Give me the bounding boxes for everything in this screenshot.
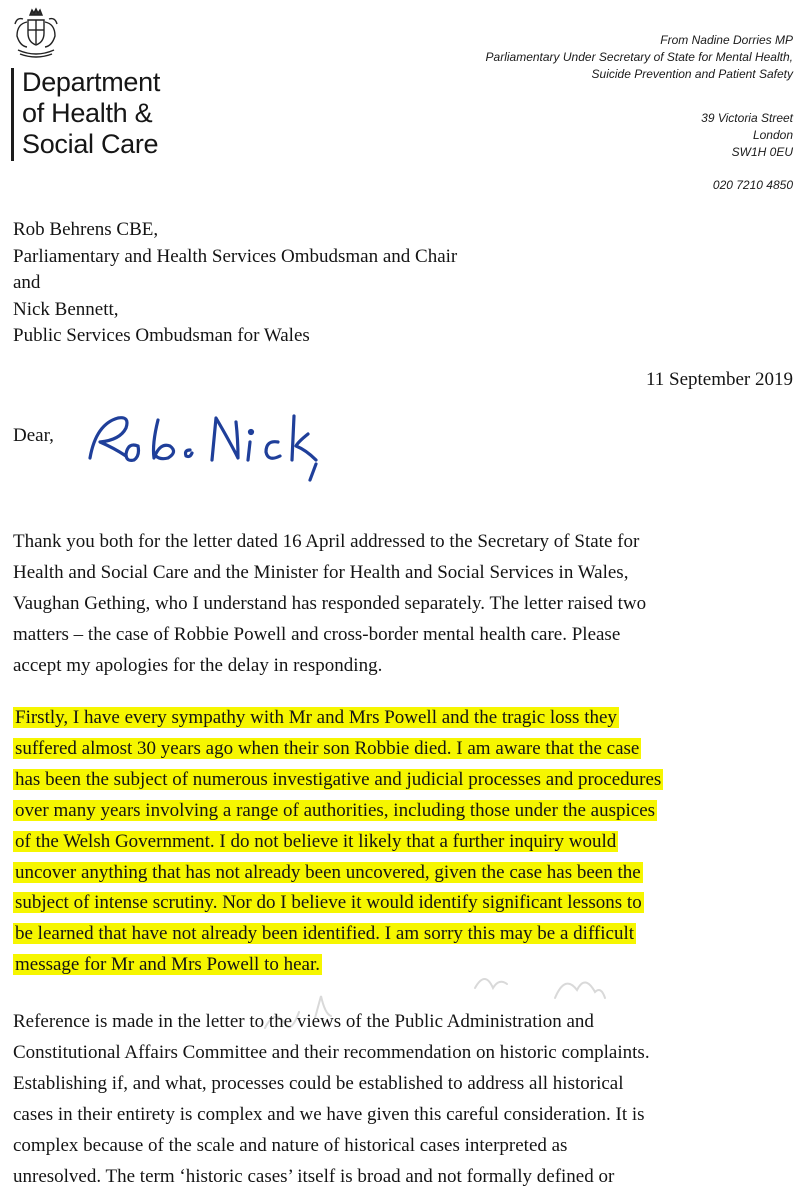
department-line-1: Department [22, 67, 161, 97]
highlighted-line: Firstly, I have every sympathy with Mr and Mrs Powell and the tragic loss they [15, 707, 617, 728]
sender-address-block [701, 110, 793, 161]
paragraph-line: complex because of the scale and nature of historical cases interpreted as [13, 1134, 568, 1156]
highlighted-line: message for Mr and Mrs Powell to hear. [15, 954, 320, 976]
sender-phone [713, 177, 793, 194]
paragraph-line: Vaughan Gething, who I understand has responded separately. The letter raised two [13, 592, 647, 614]
recipient-line: Parliamentary and Health Services Ombudsman and Chair [13, 245, 458, 267]
highlighted-line: uncover anything that has not already been uncovered, given the case has been the [15, 861, 641, 883]
highlighted-line: subject of intense scrutiny. Nor do I believe it would identify significant lessons to [15, 892, 642, 914]
handwritten-names-signature [72, 398, 402, 498]
salutation: Dear, [13, 425, 54, 446]
letter-date: 11 September 2019 [645, 369, 793, 390]
body-paragraph-2-highlighted [13, 703, 803, 981]
highlighted-line: over many years involving a range of authorities, including those under the auspices [15, 799, 656, 821]
address-city: London [752, 128, 793, 142]
paragraph-line: matters – the case of Robbie Powell and cross-border mental health care. Please [13, 623, 621, 645]
paragraph-line: Thank you both for the letter dated 16 April addressed to the Secretary of State for [13, 531, 640, 552]
sender-from-block [486, 32, 793, 83]
highlighted-line: of the Welsh Government. I do not believe it likely that a further inquiry would [15, 830, 617, 852]
recipient-line: and [13, 272, 41, 293]
recipient-block [13, 217, 457, 350]
sender-title-line-2: Suicide Prevention and Patient Safety [591, 67, 793, 81]
phone-number: 020 7210 4850 [712, 178, 793, 192]
paragraph-line: Establishing if, and what, processes could be established to address all historical [13, 1072, 624, 1094]
department-line-3: Social Care [22, 129, 159, 159]
highlighted-line: has been the subject of numerous investigative and judicial processes and procedures [15, 768, 662, 790]
paragraph-line: Health and Social Care and the Minister for Health and Social Services in Wales, [13, 561, 629, 583]
sender-title-line-1: Parliamentary Under Secretary of State for Mental Health, [485, 50, 793, 64]
recipient-line: Nick Bennett, [13, 298, 119, 320]
body-paragraph-3 [13, 1007, 803, 1192]
paragraph-line: Reference is made in the letter to the views of the Public Administration and [13, 1011, 594, 1032]
department-logo-rule [11, 68, 14, 161]
paragraph-line: accept my apologies for the delay in responding. [13, 654, 383, 676]
highlighted-line: be learned that have not already been identified. I am sorry this may be a difficult [15, 923, 635, 945]
paragraph-line: Constitutional Affairs Committee and their recommendation on historic complaints. [13, 1041, 650, 1063]
recipient-line: Public Services Ombudsman for Wales [13, 325, 310, 346]
body-paragraph-1 [13, 527, 803, 682]
royal-crest-icon [8, 6, 64, 62]
recipient-line: Rob Behrens CBE, [13, 219, 159, 240]
sender-from-line: From Nadine Dorries MP [660, 33, 793, 47]
highlighted-line: suffered almost 30 years ago when their son Robbie died. I am aware that the case [15, 737, 640, 759]
paragraph-line: cases in their entirety is complex and we have given this careful consideration. It is [13, 1103, 645, 1125]
paragraph-line: unresolved. The term ‘historic cases’ itself is broad and not formally defined or [13, 1165, 615, 1187]
address-postcode: SW1H 0EU [731, 145, 793, 159]
department-logo-text [22, 67, 222, 160]
department-line-2: of Health & [22, 98, 153, 128]
address-street: 39 Victoria Street [701, 111, 793, 125]
